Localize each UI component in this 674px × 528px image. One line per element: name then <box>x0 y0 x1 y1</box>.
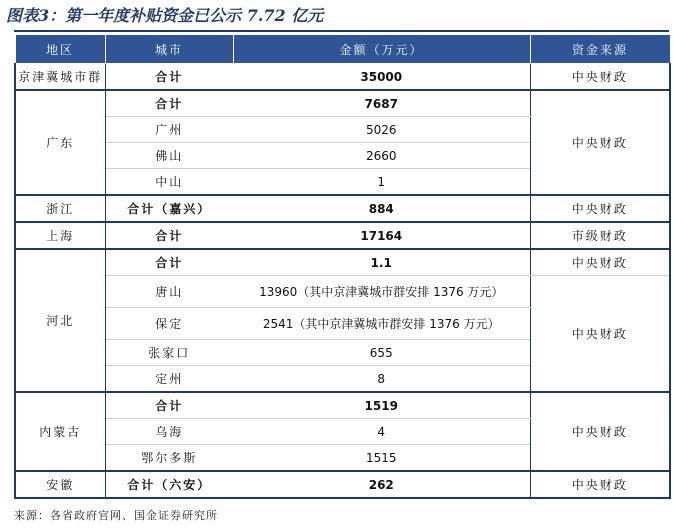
figure-title: 图表3：第一年度补贴资金已公示 7.72 亿元 <box>6 6 324 25</box>
table-row <box>15 64 670 91</box>
region-cell: 内蒙古 <box>15 392 105 471</box>
region-cell: 广东 <box>15 90 105 195</box>
amount-cell: 655 <box>233 340 530 366</box>
amount-cell: 262 <box>233 471 530 498</box>
city-cell: 合计 <box>105 392 233 419</box>
amount-cell: 8 <box>233 366 530 393</box>
source-cell: 中央财政 <box>530 249 670 276</box>
region-cell: 上海 <box>15 222 105 249</box>
city-cell: 合计 <box>105 222 233 249</box>
table-row <box>15 249 670 276</box>
region-cell: 京津冀城市群 <box>15 64 105 91</box>
source-cell: 中央财政 <box>530 90 670 195</box>
city-cell: 定州 <box>105 366 233 393</box>
amount-cell: 7687 <box>233 90 530 117</box>
title-divider <box>14 30 669 32</box>
header-row <box>15 35 670 64</box>
amount-cell: 2660 <box>233 143 530 169</box>
amount-cell: 1 <box>233 169 530 196</box>
city-cell: 合计 <box>105 90 233 117</box>
amount-cell: 1519 <box>233 392 530 419</box>
city-cell: 广州 <box>105 117 233 143</box>
amount-cell: 1515 <box>233 445 530 472</box>
amount-cell: 5026 <box>233 117 530 143</box>
table-row <box>15 276 670 308</box>
amount-cell: 2541（其中京津冀城市群安排 1376 万元） <box>233 308 530 340</box>
table-row <box>15 195 670 222</box>
table-row <box>15 471 670 498</box>
city-cell: 中山 <box>105 169 233 196</box>
amount-cell: 1.1 <box>233 249 530 276</box>
source-cell: 中央财政 <box>530 64 670 91</box>
table-row <box>15 222 670 249</box>
table-row <box>15 392 670 419</box>
amount-cell: 4 <box>233 419 530 445</box>
city-cell: 合计（嘉兴） <box>105 195 233 222</box>
amount-cell: 17164 <box>233 222 530 249</box>
source-cell: 市级财政 <box>530 222 670 249</box>
header-city: 城市 <box>105 35 233 64</box>
amount-cell: 13960（其中京津冀城市群安排 1376 万元） <box>233 276 530 308</box>
amount-cell: 884 <box>233 195 530 222</box>
source-footnote: 来源：各省政府官网、国金证券研究所 <box>14 509 218 522</box>
subsidy-table <box>14 34 671 499</box>
header-source: 资金来源 <box>530 35 670 64</box>
city-cell: 合计 <box>105 249 233 276</box>
region-cell: 河北 <box>15 249 105 392</box>
source-cell: 中央财政 <box>530 276 670 393</box>
amount-cell: 35000 <box>233 64 530 91</box>
region-cell: 安徽 <box>15 471 105 498</box>
source-cell: 中央财政 <box>530 471 670 498</box>
city-cell: 合计 <box>105 64 233 91</box>
source-cell: 中央财政 <box>530 195 670 222</box>
table-row <box>15 90 670 117</box>
city-cell: 保定 <box>105 308 233 340</box>
source-cell: 中央财政 <box>530 392 670 471</box>
region-cell: 浙江 <box>15 195 105 222</box>
header-amount: 金额（万元） <box>233 35 530 64</box>
header-region: 地区 <box>15 35 105 64</box>
city-cell: 唐山 <box>105 276 233 308</box>
city-cell: 合计（六安） <box>105 471 233 498</box>
city-cell: 佛山 <box>105 143 233 169</box>
city-cell: 张家口 <box>105 340 233 366</box>
city-cell: 乌海 <box>105 419 233 445</box>
city-cell: 鄂尔多斯 <box>105 445 233 472</box>
